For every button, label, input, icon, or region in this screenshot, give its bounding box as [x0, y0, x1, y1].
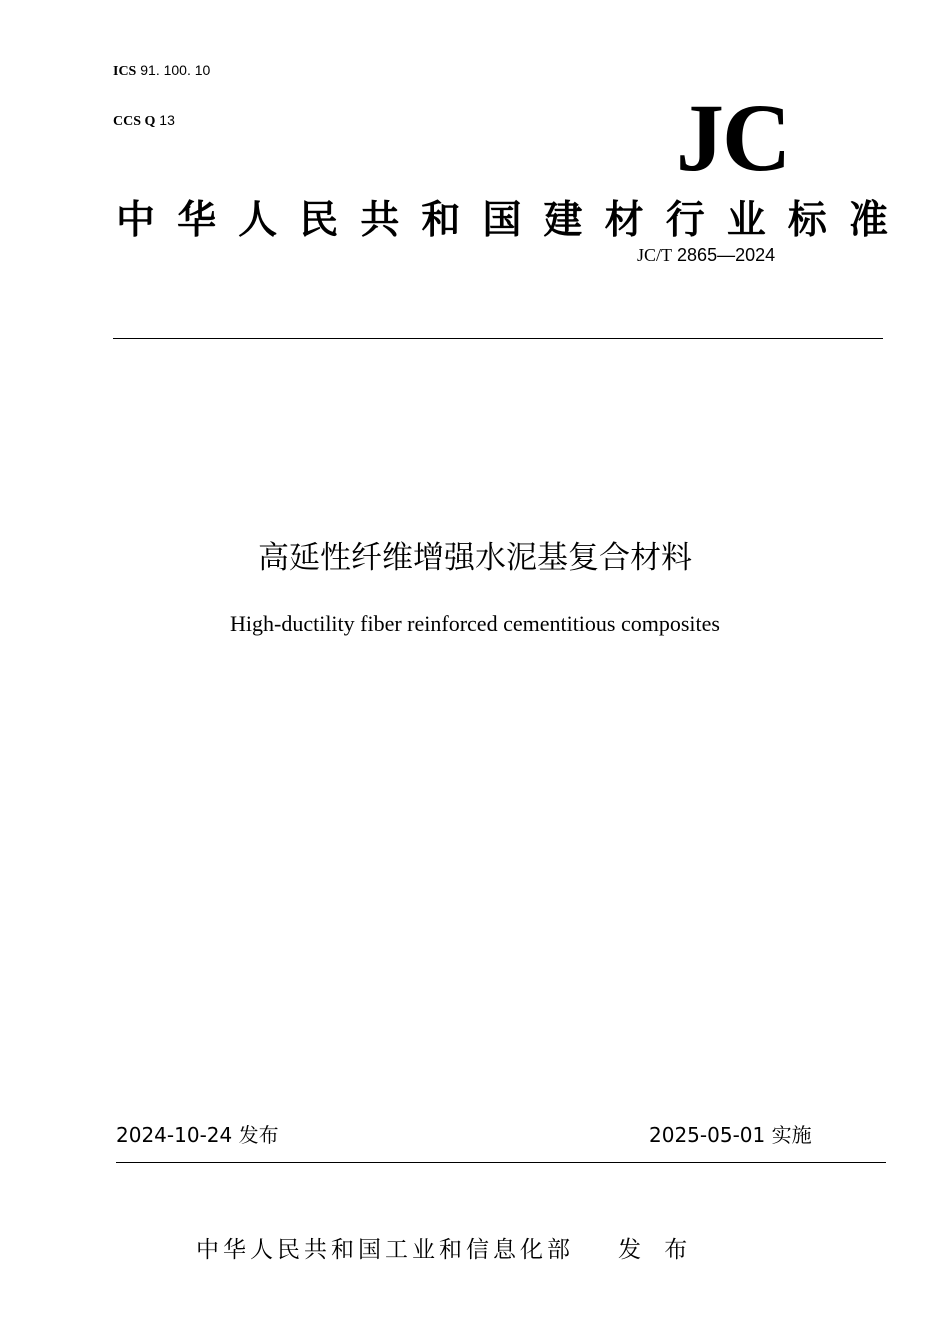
category-char: 民 [299, 198, 339, 243]
category-char: 国 [482, 198, 522, 243]
standard-number-prefix: JC/T [637, 245, 673, 265]
standard-number [637, 245, 775, 266]
document-title-english: High-ductility fiber reinforced cementitious composites [230, 611, 720, 636]
category-char: 行 [665, 198, 705, 243]
standard-number-value: 2865—2024 [677, 245, 776, 265]
category-char: 共 [360, 198, 400, 243]
footer-divider [116, 1162, 886, 1163]
ccs-value: 13 [159, 112, 175, 128]
ics-value: 91. 100. 10 [140, 62, 211, 78]
publish-action: 发 布 [618, 1237, 696, 1263]
category-char: 业 [726, 198, 766, 243]
jc-logo: JC [676, 84, 790, 191]
category-char: 准 [848, 198, 888, 243]
category-char: 和 [421, 198, 461, 243]
category-char: 建 [543, 198, 583, 243]
category-char: 中 [116, 198, 156, 243]
publisher-name: 中华人民共和国工业和信息化部 [196, 1237, 574, 1263]
category-char: 人 [238, 198, 278, 243]
ccs-label: CCS Q [113, 114, 156, 129]
ics-code [113, 62, 210, 80]
category-char: 标 [787, 198, 827, 243]
document-title-chinese: 高延性纤维增强水泥基复合材料 [258, 540, 692, 576]
ics-label: ICS [113, 64, 137, 79]
publish-date: 2024-10-24 发布 [116, 1123, 279, 1147]
header-divider [113, 338, 883, 339]
category-char: 材 [604, 198, 644, 243]
standard-category-title [116, 196, 888, 246]
ccs-code [113, 112, 175, 130]
category-char: 华 [177, 198, 217, 243]
implement-date: 2025-05-01 实施 [649, 1123, 812, 1147]
publisher-line [196, 1234, 695, 1266]
